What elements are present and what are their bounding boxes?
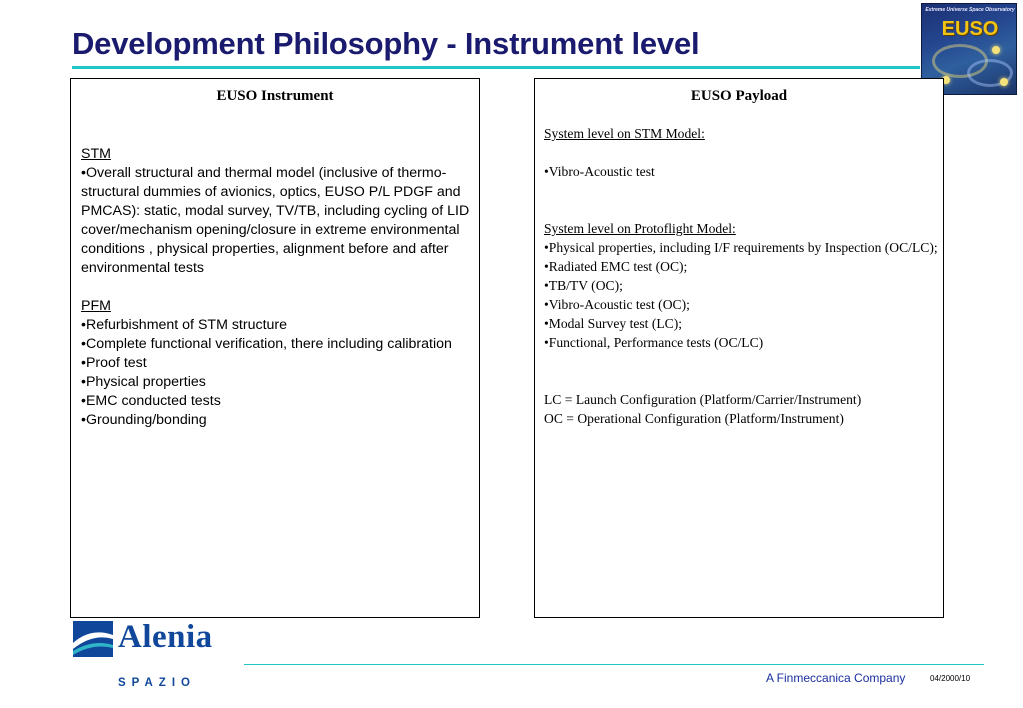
list-item-text: Vibro-Acoustic test [548, 164, 655, 179]
list-item-text: EMC conducted tests [85, 393, 221, 409]
list-item-text: TB/TV (OC); [548, 278, 623, 293]
company-tagline: A Finmeccanica Company [766, 671, 906, 685]
list-item [544, 238, 939, 257]
payload-panel-body [544, 124, 939, 428]
list-item [81, 411, 471, 430]
logo-star [1000, 78, 1008, 86]
list-item [544, 276, 939, 295]
list-item [81, 335, 471, 354]
page-title: Development Philosophy - Instrument level [72, 26, 700, 61]
list-item-text: Modal Survey test (LC); [548, 316, 683, 331]
legend-oc: OC = Operational Configuration (Platform/Instrument) [544, 411, 844, 426]
slide-date: 04/2000/10 [930, 674, 971, 683]
instrument-panel-heading: EUSO Instrument [216, 88, 334, 104]
stm-description [81, 164, 471, 278]
stm-system-label: System level on STM Model: [544, 126, 705, 141]
list-item-text: Complete functional verification, there including calibration [85, 336, 452, 352]
list-item-text: Vibro-Acoustic test (OC); [548, 297, 690, 312]
list-item-text: Grounding/bonding [85, 412, 207, 428]
alenia-division: SPAZIO [118, 677, 196, 689]
footer-divider [244, 664, 984, 665]
list-item [81, 354, 471, 373]
instrument-panel [70, 78, 480, 618]
list-item-text: Radiated EMC test (OC); [548, 259, 688, 274]
alenia-wordmark: Alenia [118, 619, 213, 655]
list-item [81, 373, 471, 392]
stm-description-text: Overall structural and thermal model (inclusive of thermo-structural dummies of avionics, optics, EUSO P/L PDGF and PMCAS): static, modal survey, TV/TB, including cycling of LID cover/mechanism opening/closure in extreme environmental conditions , physical properties, alignment before and after environmental tests [81, 165, 470, 276]
list-item-text: Physical properties [85, 374, 206, 390]
list-item [81, 392, 471, 411]
payload-panel-heading: EUSO Payload [690, 88, 788, 104]
payload-panel [534, 78, 944, 618]
list-item [544, 257, 939, 276]
list-item-text: Refurbishment of STM structure [85, 317, 288, 333]
list-item [544, 295, 939, 314]
list-item [544, 162, 939, 181]
list-item-text: Physical properties, including I/F requirements by Inspection (OC/LC); [548, 240, 938, 255]
stm-label: STM [81, 146, 111, 162]
pfm-label: PFM [81, 298, 111, 314]
title-underline [72, 66, 920, 69]
list-item [544, 314, 939, 333]
legend-lc: LC = Launch Configuration (Platform/Carrier/Instrument) [544, 392, 862, 407]
list-item [81, 316, 471, 335]
list-item [544, 333, 939, 352]
pfm-system-label: System level on Protoflight Model: [544, 221, 736, 236]
logo-wordmark: EUSO [941, 18, 999, 40]
instrument-panel-body [81, 145, 471, 430]
logo-star [992, 46, 1000, 54]
logo-subtitle: Extreme Universe Space Observatory [925, 7, 1015, 13]
list-item-text: Functional, Performance tests (OC/LC) [548, 335, 764, 350]
list-item-text: Proof test [85, 355, 147, 371]
alenia-logo-mark [73, 621, 113, 657]
